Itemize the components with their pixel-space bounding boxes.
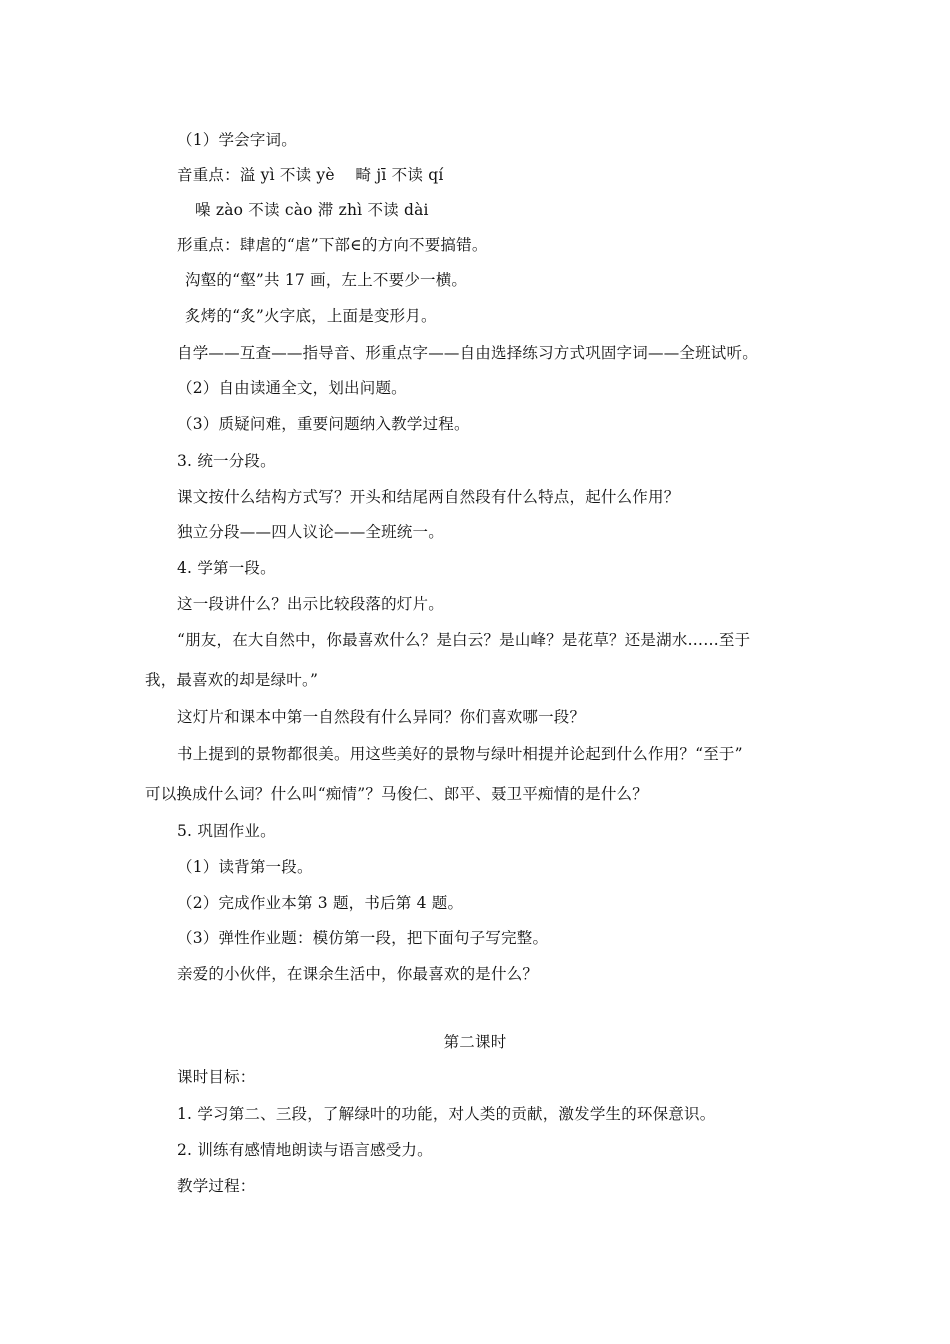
- text-line: 噪 zào 不读 cào 滞 zhì 不读 dài: [195, 201, 429, 219]
- text-line: 形重点：肆虐的“虐”下部∈的方向不要搞错。: [177, 236, 488, 254]
- text-line: 自学——互查——指导音、形重点字——自由选择练习方式巩固字词——全班试听。: [177, 344, 758, 362]
- text-line: 3. 统一分段。: [177, 452, 276, 470]
- text-line: 课时目标：: [177, 1068, 256, 1086]
- text-line: 这一段讲什么？出示比较段落的灯片。: [177, 595, 444, 613]
- text-line: 沟壑的“壑”共 17 画，左上不要少一横。: [185, 271, 468, 289]
- text-line: （2）完成作业本第 3 题，书后第 4 题。: [177, 894, 464, 912]
- text-line: 我，最喜欢的却是绿叶。”: [145, 671, 319, 689]
- text-line: 炙烤的“炙”火字底，上面是变形月。: [185, 307, 437, 325]
- text-line: 音重点：溢 yì 不读 yè 畸 jī 不读 qí: [177, 166, 444, 184]
- text-line: 书上提到的景物都很美。用这些美好的景物与绿叶相提并论起到什么作用？“至于”: [177, 745, 743, 763]
- text-line: （2）自由读通全文，划出问题。: [177, 379, 407, 397]
- text-line: （3）弹性作业题：模仿第一段，把下面句子写完整。: [177, 929, 549, 947]
- text-line: 教学过程：: [177, 1177, 256, 1195]
- section-heading: 第二课时: [443, 1033, 507, 1051]
- text-line: 2. 训练有感情地朗读与语言感受力。: [177, 1141, 433, 1159]
- text-line: （1）读背第一段。: [177, 858, 313, 876]
- text-line: “朋友，在大自然中，你最喜欢什么？是白云？是山峰？是花草？还是湖水……至于: [177, 631, 751, 649]
- text-line: 可以换成什么词？什么叫“痴情”？马俊仁、郎平、聂卫平痴情的是什么？: [145, 785, 648, 803]
- text-line: 亲爱的小伙伴，在课余生活中，你最喜欢的是什么？: [177, 965, 539, 983]
- text-line: 5. 巩固作业。: [177, 822, 276, 840]
- text-line: 4. 学第一段。: [177, 559, 276, 577]
- text-line: 独立分段——四人议论——全班统一。: [177, 523, 444, 541]
- text-line: （3）质疑问难，重要问题纳入教学过程。: [177, 415, 470, 433]
- text-line: （1）学会字词。: [177, 131, 297, 149]
- text-line: 这灯片和课本中第一自然段有什么异同？你们喜欢哪一段？: [177, 708, 586, 726]
- text-line: 1. 学习第二、三段，了解绿叶的功能，对人类的贡献，激发学生的环保意识。: [177, 1105, 716, 1123]
- text-line: 课文按什么结构方式写？开头和结尾两自然段有什么特点，起什么作用？: [177, 488, 680, 506]
